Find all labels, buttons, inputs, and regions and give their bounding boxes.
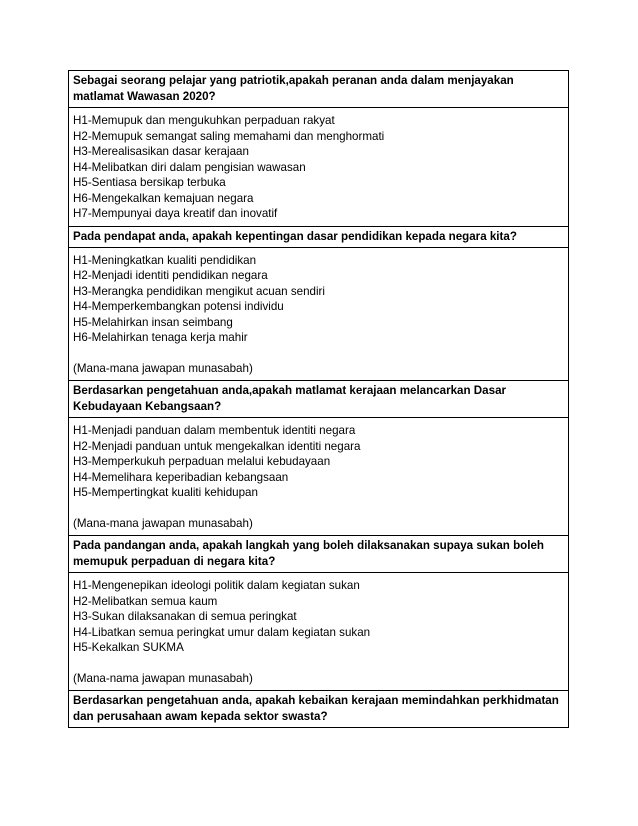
answer-line: H2-Memupuk semangat saling memahami dan menghormati [73, 129, 385, 143]
qa-table [68, 70, 569, 728]
answer-note: (Mana-mana jawapan munasabah) [73, 516, 253, 530]
answer-line: H4-Melibatkan diri dalam pengisian wawasan [73, 160, 306, 174]
answer-line: H4-Libatkan semua peringkat umur dalam kegiatan sukan [73, 625, 371, 639]
qa-block [69, 71, 568, 227]
answer-line: H3-Merealisasikan dasar kerajaan [73, 145, 249, 158]
answer-note: (Mana-mana jawapan munasabah) [73, 361, 253, 375]
answer-line: H4-Memperkembangkan potensi individu [73, 300, 284, 313]
answer-note: (Mana-nama jawapan munasabah) [73, 671, 253, 685]
qa-block [69, 691, 568, 727]
qa-block [69, 227, 568, 382]
answer-line: H3-Merangka pendidikan mengikut acuan sendiri [73, 284, 325, 298]
question-cell: Pada pandangan anda, apakah langkah yang boleh dilaksanakan supaya sukan boleh memupuk perpaduan di negara kita? [69, 536, 568, 573]
qa-block [69, 381, 568, 536]
answer-line: H4-Memelihara keperibadian kebangsaan [73, 470, 289, 484]
answer-cell [69, 108, 568, 227]
question-cell: Pada pendapat anda, apakah kepentingan dasar pendidikan kepada negara kita? [69, 227, 568, 248]
answer-line: H3-Sukan dilaksanakan di semua peringkat [73, 610, 297, 623]
answer-cell [69, 248, 568, 382]
answer-line: H1-Meningkatkan kualiti pendidikan [73, 253, 257, 267]
answer-line: H1-Mengenepikan ideologi politik dalam kegiatan sukan [73, 579, 360, 592]
question-cell: Sebagai seorang pelajar yang patriotik,apakah peranan anda dalam menjayakan matlamat Wawasan 2020? [69, 71, 568, 108]
answer-line: H5-Kekalkan SUKMA [73, 641, 184, 654]
answer-line: H3-Memperkukuh perpaduan melalui kebudayaan [73, 455, 331, 468]
question-cell: Berdasarkan pengetahuan anda, apakah kebaikan kerajaan memindahkan perkhidmatan dan perusahaan awam kepada sektor swasta? [73, 694, 559, 723]
answer-line: H2-Melibatkan semua kaum [73, 594, 218, 608]
qa-block [69, 536, 568, 691]
answer-line: H2-Menjadi panduan untuk mengekalkan identiti negara [73, 439, 361, 453]
question-cell: Berdasarkan pengetahuan anda,apakah matlamat kerajaan melancarkan Dasar Kebudayaan Kebangsaan? [69, 381, 568, 418]
answer-line: H2-Menjadi identiti pendidikan negara [73, 269, 268, 282]
answer-cell [69, 573, 568, 691]
answer-cell [69, 418, 568, 536]
answer-line: H6-Melahirkan tenaga kerja mahir [73, 331, 248, 344]
answer-line: H5-Sentiasa bersikap terbuka [73, 176, 226, 189]
answer-line: H5-Mempertingkat kualiti kehidupan [73, 486, 258, 499]
answer-line: H1-Menjadi panduan dalam membentuk identiti negara [73, 424, 356, 437]
answer-line: H7-Mempunyai daya kreatif dan inovatif [73, 207, 278, 220]
answer-line: H1-Memupuk dan mengukuhkan perpaduan rakyat [73, 114, 335, 127]
answer-line: H6-Mengekalkan kemajuan negara [73, 191, 254, 205]
answer-line: H5-Melahirkan insan seimbang [73, 315, 233, 329]
